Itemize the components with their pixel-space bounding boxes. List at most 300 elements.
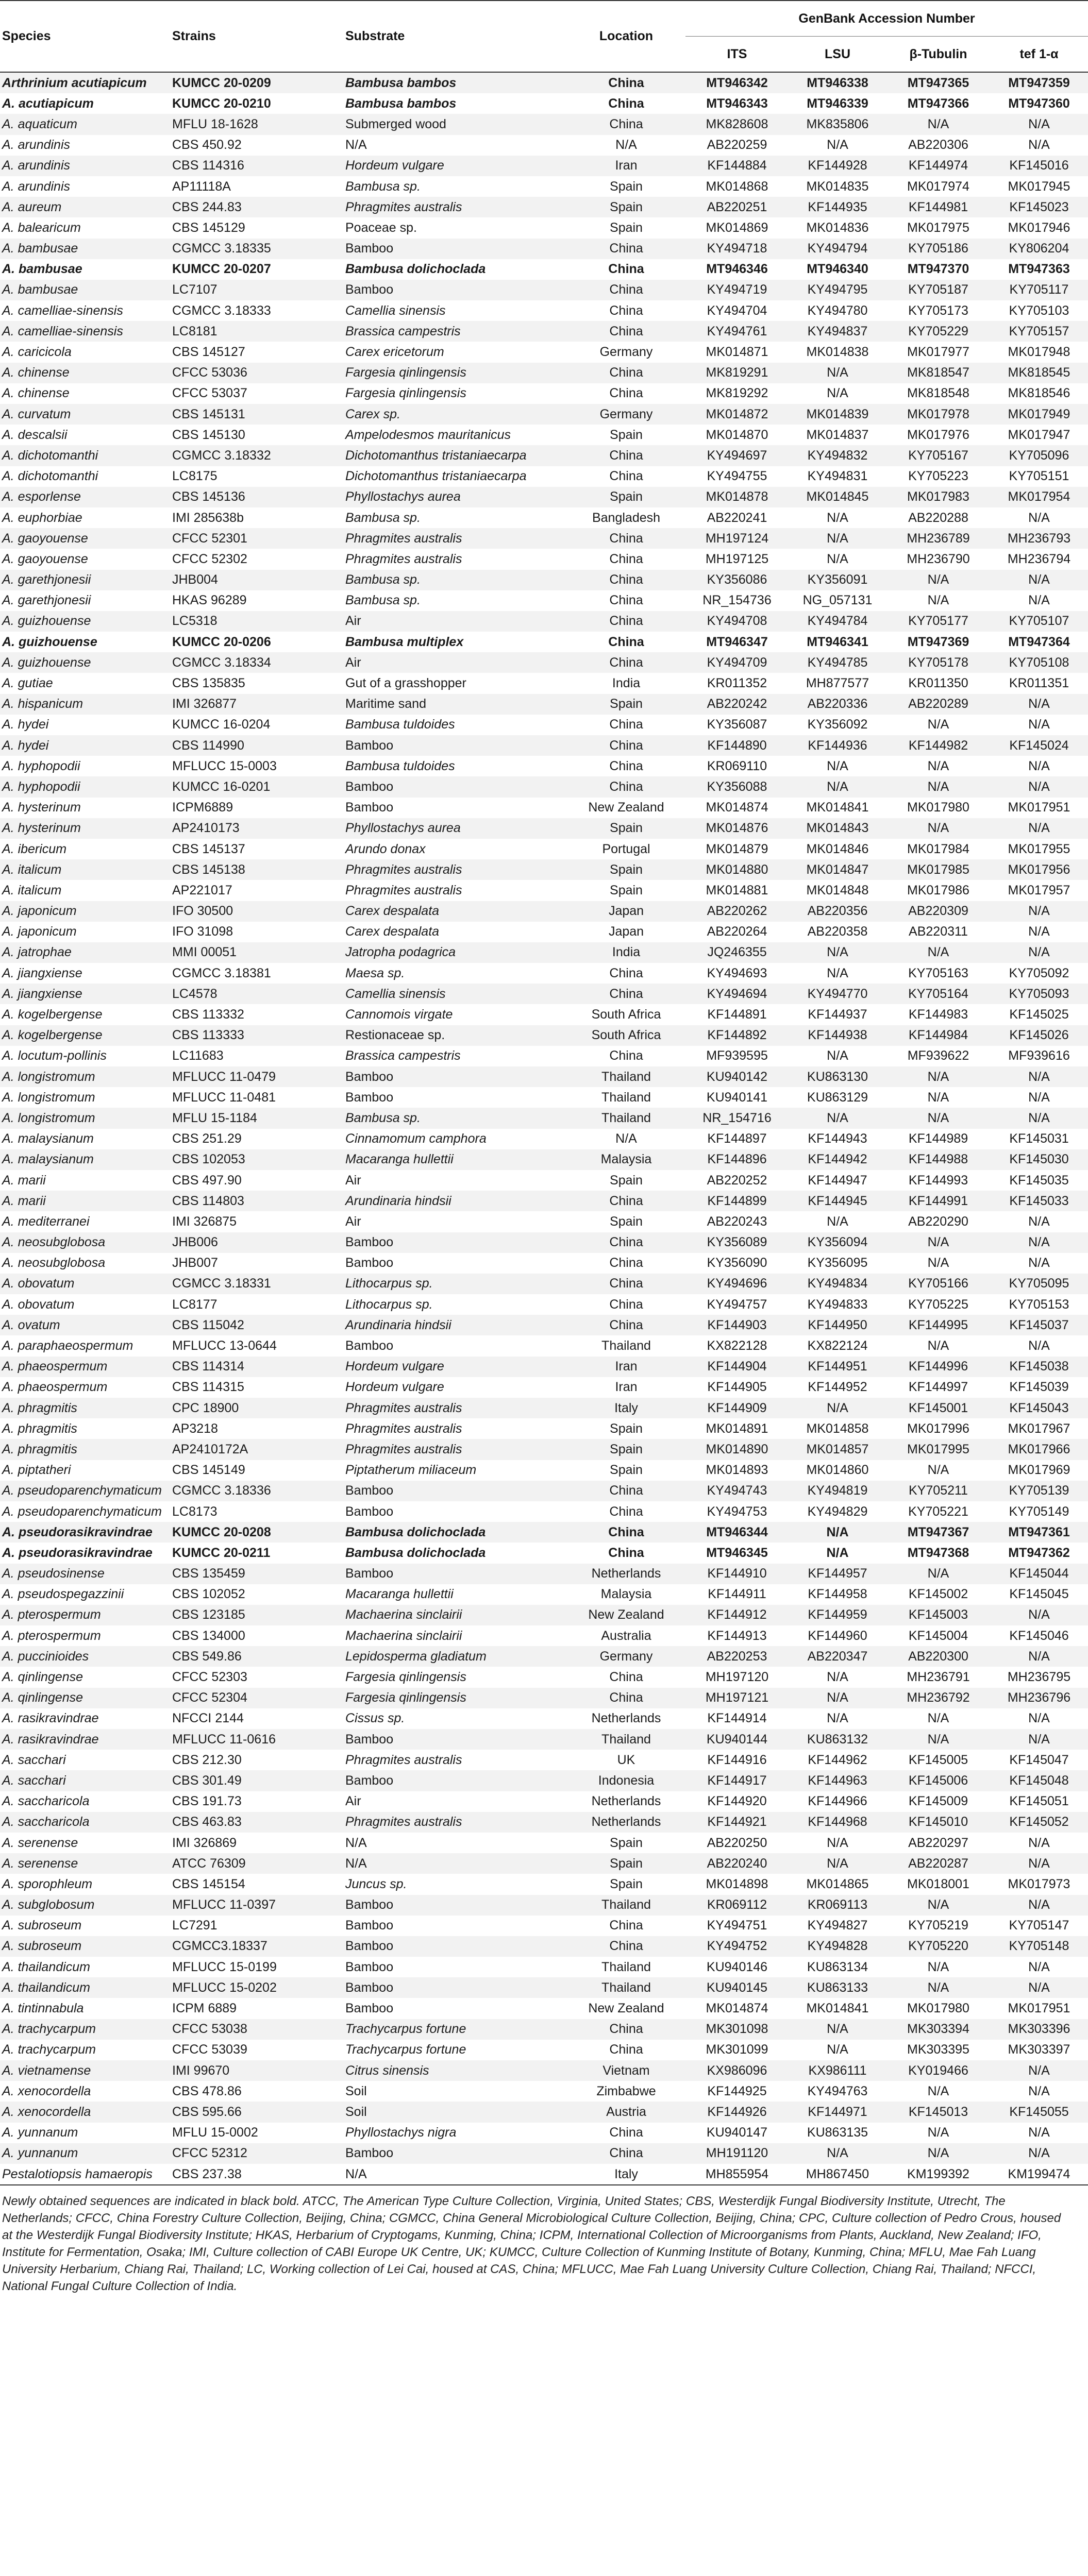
cell-strain: CBS 113333 xyxy=(170,1025,340,1046)
cell-lsu: KU863135 xyxy=(789,2123,886,2143)
cell-strain: CBS 145136 xyxy=(170,487,340,507)
cell-strain: CGMCC 3.18335 xyxy=(170,239,340,259)
cell-strain: CBS 114314 xyxy=(170,1357,340,1377)
cell-lsu: KY356094 xyxy=(789,1232,886,1253)
cell-substrate: Brassica campestris xyxy=(340,1046,567,1066)
cell-tub: MH236792 xyxy=(886,1688,990,1708)
cell-tef: N/A xyxy=(990,1253,1088,1274)
cell-substrate: Bambusa tuldoides xyxy=(340,756,567,776)
cell-its: MK014878 xyxy=(685,487,789,507)
cell-substrate: Brassica campestris xyxy=(340,321,567,342)
cell-substrate: Fargesia qinlingensis xyxy=(340,383,567,404)
cell-location: China xyxy=(567,2143,685,2164)
cell-lsu: N/A xyxy=(789,528,886,549)
cell-tub: KY705186 xyxy=(886,239,990,259)
header-genbank: GenBank Accession Number xyxy=(685,1,1088,37)
cell-substrate: Phyllostachys nigra xyxy=(340,2123,567,2143)
cell-its: MH191120 xyxy=(685,2143,789,2164)
cell-tub: KR011350 xyxy=(886,673,990,693)
cell-lsu: MK014843 xyxy=(789,818,886,839)
cell-location: China xyxy=(567,570,685,590)
header-strains: Strains xyxy=(172,29,216,43)
cell-tef: KY705117 xyxy=(990,280,1088,300)
cell-its: MK301098 xyxy=(685,2019,789,2040)
cell-tef: N/A xyxy=(990,1646,1088,1667)
table-row xyxy=(0,2143,1088,2164)
cell-strain: IMI 326875 xyxy=(170,1211,340,1232)
table-row xyxy=(0,2019,1088,2040)
cell-lsu: KY494832 xyxy=(789,445,886,466)
cell-substrate: Fargesia qinlingensis xyxy=(340,363,567,383)
table-row xyxy=(0,922,1088,942)
cell-species: A. hispanicum xyxy=(0,694,170,715)
cell-location: China xyxy=(567,300,685,321)
cell-substrate: Machaerina sinclairii xyxy=(340,1625,567,1646)
cell-lsu: MK014860 xyxy=(789,1460,886,1481)
cell-tef: N/A xyxy=(990,694,1088,715)
cell-location: China xyxy=(567,2040,685,2060)
cell-lsu: N/A xyxy=(789,383,886,404)
cell-strain: CBS 102052 xyxy=(170,1584,340,1605)
cell-species: Pestalotiopsis hamaeropis xyxy=(0,2164,170,2185)
cell-substrate: Juncus sp. xyxy=(340,1874,567,1894)
cell-tef: MT947359 xyxy=(990,72,1088,93)
cell-tub: KY705219 xyxy=(886,1916,990,1936)
cell-tub: MK017977 xyxy=(886,342,990,362)
cell-lsu: KF144952 xyxy=(789,1377,886,1398)
cell-tef: KY705149 xyxy=(990,1501,1088,1522)
table-row xyxy=(0,363,1088,383)
table-row xyxy=(0,1564,1088,1584)
cell-species: A. caricicola xyxy=(0,342,170,362)
cell-location: China xyxy=(567,114,685,134)
cell-species: A. guizhouense xyxy=(0,632,170,652)
cell-lsu: KF144957 xyxy=(789,1564,886,1584)
cell-strain: MFLUCC 11-0397 xyxy=(170,1895,340,1916)
cell-species: A. malaysianum xyxy=(0,1149,170,1170)
cell-tef: KY705157 xyxy=(990,321,1088,342)
table-row xyxy=(0,1274,1088,1294)
cell-strain: MFLUCC 11-0481 xyxy=(170,1087,340,1108)
table-row xyxy=(0,1874,1088,1894)
cell-strain: CBS 549.86 xyxy=(170,1646,340,1667)
cell-location: New Zealand xyxy=(567,1605,685,1625)
cell-location: Thailand xyxy=(567,1108,685,1128)
cell-tub: MK017985 xyxy=(886,859,990,880)
cell-lsu: KF144966 xyxy=(789,1791,886,1812)
cell-tub: KY705225 xyxy=(886,1294,990,1315)
cell-location: Iran xyxy=(567,1377,685,1398)
cell-tef: N/A xyxy=(990,570,1088,590)
cell-tef: KF145023 xyxy=(990,197,1088,217)
cell-tub: MF939622 xyxy=(886,1046,990,1066)
cell-strain: CFCC 53039 xyxy=(170,2040,340,2060)
cell-substrate: Bamboo xyxy=(340,776,567,797)
cell-strain: KUMCC 16-0204 xyxy=(170,715,340,735)
cell-location: China xyxy=(567,1046,685,1066)
cell-its: KY494697 xyxy=(685,445,789,466)
cell-tef: MK017951 xyxy=(990,798,1088,818)
cell-species: A. hyphopodii xyxy=(0,776,170,797)
table-footnote: Newly obtained sequences are indicated in black bold. ATCC, The American Type Culture Collection, Virginia, United States; CBS, Westerdijk Fungal Biodiversity Institute, Utrecht, The Netherlands; CFCC, China Forestry Culture Collection, Beijing, China; CGMCC, China General Microbiological Culture Collection, Beijing, China; CPC, Culture collection of Pedro Crous, housed at the Westerdijk Fungal Biodiversity Institute; HKAS, Herbarium of Cryptogams, Kunming, China; ICPM, International Collection of Microorganisms from Plants, Auckland, New Zealand; IFO, Institute for Fermentation, Osaka; IMI, Culture collection of CABI Europe UK Centre, UK; KUMCC, Culture Collection of Kunming Institute of Botany, Kunming, China; MFLU, Mae Fah Luang University Herbarium, Chiang Rai, Thailand; LC, Working collection of Lei Cai, housed at CAS, China; MFLUCC, Mae Fah Luang University Culture Collection, Chiang Rai, Thailand; NFCCI, National Fungal Culture Collection of India. xyxy=(2,2194,1061,2294)
cell-lsu: KF144942 xyxy=(789,1149,886,1170)
cell-species: A. neosubglobosa xyxy=(0,1253,170,1274)
cell-lsu: AB220336 xyxy=(789,694,886,715)
cell-its: KY494719 xyxy=(685,280,789,300)
table-header xyxy=(0,1,1088,72)
cell-strain: CFCC 52302 xyxy=(170,549,340,569)
cell-tef: N/A xyxy=(990,1087,1088,1108)
cell-tef: MK017945 xyxy=(990,176,1088,197)
cell-its: KF144890 xyxy=(685,735,789,756)
cell-its: KY356086 xyxy=(685,570,789,590)
cell-substrate: Machaerina sinclairii xyxy=(340,1605,567,1625)
table-row xyxy=(0,114,1088,134)
cell-strain: LC7291 xyxy=(170,1916,340,1936)
cell-location: Japan xyxy=(567,922,685,942)
table-row xyxy=(0,1253,1088,1274)
cell-location: China xyxy=(567,1916,685,1936)
cell-substrate: Lithocarpus sp. xyxy=(340,1274,567,1294)
cell-species: A. yunnanum xyxy=(0,2143,170,2164)
cell-tef: KF145044 xyxy=(990,1564,1088,1584)
table-row xyxy=(0,1998,1088,2019)
cell-tef: KF145035 xyxy=(990,1170,1088,1191)
cell-its: KY494743 xyxy=(685,1481,789,1501)
cell-location: Portugal xyxy=(567,839,685,859)
cell-substrate: Bambusa dolichoclada xyxy=(340,259,567,280)
table-row xyxy=(0,1460,1088,1481)
cell-substrate: Phragmites australis xyxy=(340,1418,567,1439)
cell-location: China xyxy=(567,1315,685,1335)
cell-species: A. pterospermum xyxy=(0,1605,170,1625)
cell-substrate: Phyllostachys aurea xyxy=(340,818,567,839)
cell-species: A. jiangxiense xyxy=(0,963,170,984)
cell-lsu: N/A xyxy=(789,1543,886,1563)
cell-location: South Africa xyxy=(567,1004,685,1025)
cell-strain: CBS 135459 xyxy=(170,1564,340,1584)
cell-location: China xyxy=(567,280,685,300)
cell-tub: MK818547 xyxy=(886,363,990,383)
cell-location: Netherlands xyxy=(567,1708,685,1729)
table-row xyxy=(0,156,1088,176)
cell-substrate: N/A xyxy=(340,1833,567,1853)
cell-tub: KY705166 xyxy=(886,1274,990,1294)
cell-lsu: KY356095 xyxy=(789,1253,886,1274)
cell-lsu: KY494770 xyxy=(789,984,886,1004)
cell-tub: N/A xyxy=(886,114,990,134)
cell-lsu: AB220358 xyxy=(789,922,886,942)
cell-species: A. vietnamense xyxy=(0,2060,170,2081)
cell-strain: CFCC 53036 xyxy=(170,363,340,383)
cell-tub: KF144989 xyxy=(886,1129,990,1149)
cell-location: Spain xyxy=(567,1211,685,1232)
cell-tef: N/A xyxy=(990,1335,1088,1356)
cell-tef: N/A xyxy=(990,2060,1088,2081)
cell-substrate: Bamboo xyxy=(340,735,567,756)
cell-species: A. ibericum xyxy=(0,839,170,859)
cell-lsu: MK014847 xyxy=(789,859,886,880)
cell-tef: N/A xyxy=(990,2123,1088,2143)
cell-substrate: Bambusa multiplex xyxy=(340,632,567,652)
table-row xyxy=(0,1812,1088,1833)
cell-location: Thailand xyxy=(567,1895,685,1916)
cell-lsu: KY494794 xyxy=(789,239,886,259)
cell-lsu: MT946338 xyxy=(789,72,886,93)
cell-tef: KF145033 xyxy=(990,1191,1088,1211)
cell-strain: CBS 212.30 xyxy=(170,1750,340,1770)
cell-substrate: Cissus sp. xyxy=(340,1708,567,1729)
cell-tub: N/A xyxy=(886,1729,990,1750)
cell-species: A. arundinis xyxy=(0,156,170,176)
cell-species: A. pseudosinense xyxy=(0,1564,170,1584)
table-row xyxy=(0,2164,1088,2185)
cell-species: A. locutum-pollinis xyxy=(0,1046,170,1066)
cell-lsu: N/A xyxy=(789,363,886,383)
cell-lsu: KF144958 xyxy=(789,1584,886,1605)
cell-tef: N/A xyxy=(990,1232,1088,1253)
cell-tef: MK017967 xyxy=(990,1418,1088,1439)
cell-lsu: KU863134 xyxy=(789,1957,886,1977)
cell-lsu: KU863129 xyxy=(789,1087,886,1108)
cell-tub: MK017996 xyxy=(886,1418,990,1439)
cell-tef: KR011351 xyxy=(990,673,1088,693)
table-row xyxy=(0,756,1088,776)
cell-substrate: Bamboo xyxy=(340,1977,567,1998)
cell-substrate: Air xyxy=(340,1791,567,1812)
cell-substrate: Air xyxy=(340,1170,567,1191)
cell-its: MH197125 xyxy=(685,549,789,569)
cell-species: A. arundinis xyxy=(0,176,170,197)
cell-species: A. yunnanum xyxy=(0,2123,170,2143)
cell-species: A. phragmitis xyxy=(0,1418,170,1439)
cell-lsu: KF144936 xyxy=(789,735,886,756)
cell-species: A. guizhouense xyxy=(0,652,170,673)
cell-strain: CBS 134000 xyxy=(170,1625,340,1646)
cell-its: KY494709 xyxy=(685,652,789,673)
table-row xyxy=(0,1936,1088,1957)
table-row xyxy=(0,1605,1088,1625)
cell-its: AB220241 xyxy=(685,507,789,528)
cell-strain: CBS 145129 xyxy=(170,217,340,238)
table-row xyxy=(0,1398,1088,1418)
cell-lsu: N/A xyxy=(789,963,886,984)
cell-its: MK014891 xyxy=(685,1418,789,1439)
cell-its: KF144914 xyxy=(685,1708,789,1729)
cell-tef: N/A xyxy=(990,1833,1088,1853)
cell-tub: AB220290 xyxy=(886,1211,990,1232)
cell-strain: CBS 497.90 xyxy=(170,1170,340,1191)
cell-location: Germany xyxy=(567,1646,685,1667)
cell-species: A. dichotomanthi xyxy=(0,445,170,466)
cell-strain: MMI 00051 xyxy=(170,942,340,963)
table-row xyxy=(0,652,1088,673)
cell-strain: MFLUCC 13-0644 xyxy=(170,1335,340,1356)
cell-lsu: N/A xyxy=(789,942,886,963)
cell-strain: CBS 145130 xyxy=(170,425,340,445)
cell-location: China xyxy=(567,1936,685,1957)
cell-its: KR069112 xyxy=(685,1895,789,1916)
cell-its: MK014881 xyxy=(685,880,789,901)
cell-location: China xyxy=(567,984,685,1004)
cell-location: Netherlands xyxy=(567,1812,685,1833)
table-row xyxy=(0,673,1088,693)
cell-its: JQ246355 xyxy=(685,942,789,963)
cell-tef: MK303396 xyxy=(990,2019,1088,2040)
cell-species: A. esporlense xyxy=(0,487,170,507)
cell-location: Iran xyxy=(567,1357,685,1377)
cell-its: MT946345 xyxy=(685,1543,789,1563)
cell-its: AB220250 xyxy=(685,1833,789,1853)
cell-location: N/A xyxy=(567,1129,685,1149)
cell-species: A. italicum xyxy=(0,859,170,880)
cell-its: KY494696 xyxy=(685,1274,789,1294)
cell-species: A. guizhouense xyxy=(0,611,170,632)
cell-substrate: Bambusa sp. xyxy=(340,176,567,197)
cell-species: A. rasikravindrae xyxy=(0,1708,170,1729)
table-row xyxy=(0,963,1088,984)
cell-substrate: Bamboo xyxy=(340,1066,567,1087)
cell-its: KX986096 xyxy=(685,2060,789,2081)
cell-tub: AB220287 xyxy=(886,1853,990,1874)
cell-tef: MH236793 xyxy=(990,528,1088,549)
cell-strain: CBS 145149 xyxy=(170,1460,340,1481)
cell-species: A. qinlingense xyxy=(0,1688,170,1708)
cell-lsu: KY494780 xyxy=(789,300,886,321)
cell-strain: IMI 326869 xyxy=(170,1833,340,1853)
cell-species: A. ovatum xyxy=(0,1315,170,1335)
cell-tef: MK303397 xyxy=(990,2040,1088,2060)
cell-tef: MT947361 xyxy=(990,1522,1088,1543)
cell-location: Malaysia xyxy=(567,1149,685,1170)
cell-lsu: KF144928 xyxy=(789,156,886,176)
table-row xyxy=(0,776,1088,797)
cell-its: AB220251 xyxy=(685,197,789,217)
cell-location: China xyxy=(567,1667,685,1687)
cell-its: KY356090 xyxy=(685,1253,789,1274)
cell-location: Iran xyxy=(567,156,685,176)
cell-strain: CBS 114315 xyxy=(170,1377,340,1398)
cell-strain: CBS 191.73 xyxy=(170,1791,340,1812)
cell-lsu: KY494819 xyxy=(789,1481,886,1501)
cell-tef: MF939616 xyxy=(990,1046,1088,1066)
cell-species: A. serenense xyxy=(0,1853,170,1874)
table-row xyxy=(0,1335,1088,1356)
cell-strain: CFCC 52304 xyxy=(170,1688,340,1708)
cell-tef: MT947362 xyxy=(990,1543,1088,1563)
cell-strain: CGMCC 3.18336 xyxy=(170,1481,340,1501)
cell-lsu: KY494785 xyxy=(789,652,886,673)
cell-location: China xyxy=(567,259,685,280)
table-row xyxy=(0,239,1088,259)
header-tef: tef 1-α xyxy=(1019,46,1059,61)
table-row xyxy=(0,176,1088,197)
cell-location: China xyxy=(567,632,685,652)
cell-tef: N/A xyxy=(990,901,1088,922)
cell-substrate: Bamboo xyxy=(340,1895,567,1916)
cell-lsu: MK014858 xyxy=(789,1418,886,1439)
cell-its: KY494757 xyxy=(685,1294,789,1315)
cell-tef: MK017947 xyxy=(990,425,1088,445)
cell-lsu: KY494834 xyxy=(789,1274,886,1294)
cell-location: China xyxy=(567,963,685,984)
cell-substrate: Cinnamomum camphora xyxy=(340,1129,567,1149)
cell-location: Spain xyxy=(567,694,685,715)
cell-lsu: KU863132 xyxy=(789,1729,886,1750)
cell-strain: CBS 113332 xyxy=(170,1004,340,1025)
cell-location: Australia xyxy=(567,1625,685,1646)
cell-tub: N/A xyxy=(886,1977,990,1998)
cell-substrate: Bambusa bambos xyxy=(340,93,567,114)
cell-its: MK014898 xyxy=(685,1874,789,1894)
cell-location: Germany xyxy=(567,342,685,362)
cell-species: A. acutiapicum xyxy=(0,93,170,114)
table-row xyxy=(0,72,1088,93)
cell-species: A. aquaticum xyxy=(0,114,170,134)
cell-tub: MK017980 xyxy=(886,798,990,818)
cell-tub: N/A xyxy=(886,756,990,776)
table-row xyxy=(0,984,1088,1004)
cell-substrate: Restionaceae sp. xyxy=(340,1025,567,1046)
cell-tub: MK017984 xyxy=(886,839,990,859)
cell-tef: KY705153 xyxy=(990,1294,1088,1315)
cell-species: A. gaoyouense xyxy=(0,528,170,549)
cell-substrate: Citrus sinensis xyxy=(340,2060,567,2081)
cell-substrate: Lithocarpus sp. xyxy=(340,1294,567,1315)
cell-its: KY494718 xyxy=(685,239,789,259)
cell-its: KF144910 xyxy=(685,1564,789,1584)
cell-strain: CBS 145127 xyxy=(170,342,340,362)
cell-strain: AP221017 xyxy=(170,880,340,901)
table-row xyxy=(0,528,1088,549)
cell-substrate: Bamboo xyxy=(340,1936,567,1957)
cell-location: Thailand xyxy=(567,1977,685,1998)
table-row xyxy=(0,1688,1088,1708)
table-row xyxy=(0,590,1088,611)
cell-tub: N/A xyxy=(886,1108,990,1128)
cell-strain: NFCCI 2144 xyxy=(170,1708,340,1729)
cell-tub: MK017975 xyxy=(886,217,990,238)
cell-tub: MT947367 xyxy=(886,1522,990,1543)
cell-tub: N/A xyxy=(886,818,990,839)
cell-strain: IFO 31098 xyxy=(170,922,340,942)
cell-strain: LC5318 xyxy=(170,611,340,632)
table-row xyxy=(0,1315,1088,1335)
cell-location: China xyxy=(567,1191,685,1211)
cell-strain: LC8175 xyxy=(170,466,340,487)
cell-substrate: Dichotomanthus tristaniaecarpa xyxy=(340,466,567,487)
cell-tub: AB220309 xyxy=(886,901,990,922)
cell-its: KY494693 xyxy=(685,963,789,984)
cell-its: KF144920 xyxy=(685,1791,789,1812)
cell-tub: AB220289 xyxy=(886,694,990,715)
cell-tub: KF144995 xyxy=(886,1315,990,1335)
cell-strain: CFCC 52303 xyxy=(170,1667,340,1687)
cell-its: KR011352 xyxy=(685,673,789,693)
cell-its: AB220262 xyxy=(685,901,789,922)
cell-tub: MK017974 xyxy=(886,176,990,197)
cell-location: China xyxy=(567,1501,685,1522)
cell-strain: CBS 237.38 xyxy=(170,2164,340,2185)
cell-species: A. hysterinum xyxy=(0,798,170,818)
cell-lsu: KX822124 xyxy=(789,1335,886,1356)
cell-substrate: Bamboo xyxy=(340,280,567,300)
cell-lsu: MH877577 xyxy=(789,673,886,693)
cell-strain: ICPM 6889 xyxy=(170,1998,340,2019)
cell-its: MK014879 xyxy=(685,839,789,859)
cell-its: AB220259 xyxy=(685,135,789,156)
table-row xyxy=(0,1750,1088,1770)
